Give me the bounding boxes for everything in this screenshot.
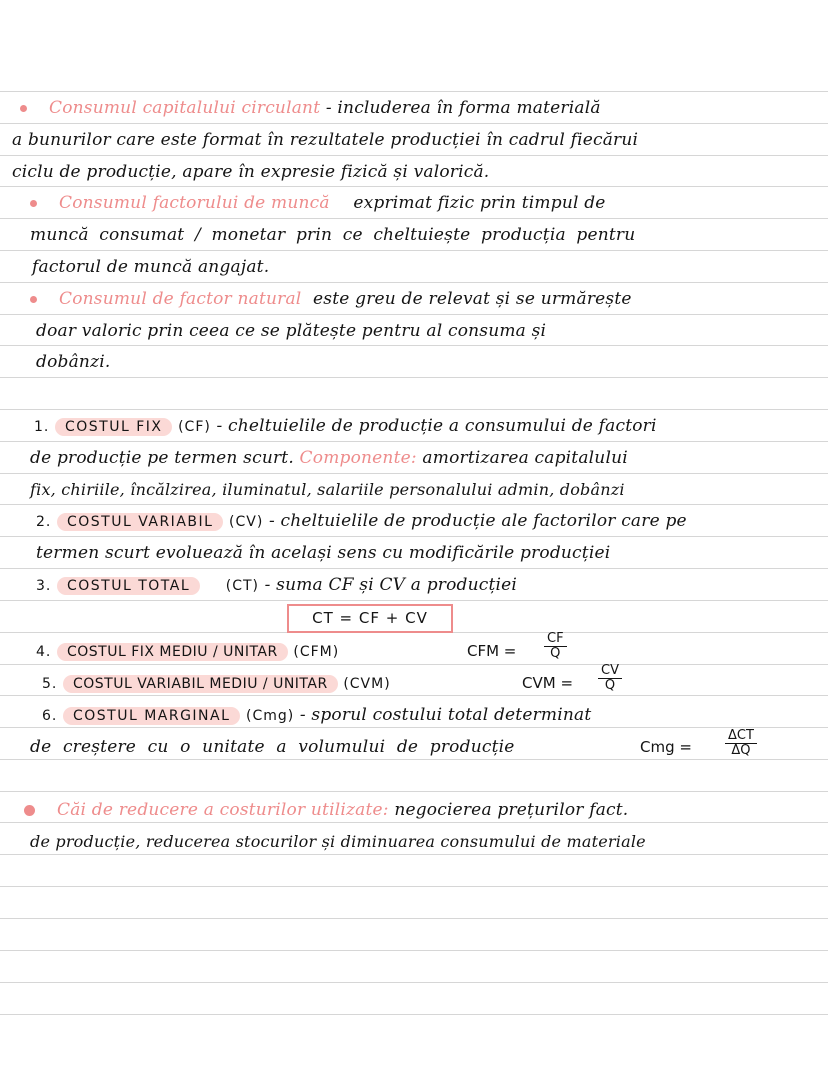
cost-item-cvm <box>42 668 828 698</box>
heading-labor-factor: Consumul factorului de muncă <box>59 193 330 213</box>
abbreviation: (CVM) <box>343 676 391 692</box>
denominator: Q <box>604 678 616 693</box>
item-number: 2. <box>36 514 52 530</box>
bullet-icon <box>24 805 35 816</box>
rule-line <box>0 600 828 601</box>
rule-line <box>0 409 828 410</box>
rule-line <box>0 950 828 951</box>
note-line: doar valoric prin ceea ce se plătește pentru al consuma și <box>36 321 547 341</box>
note-text: este greu de relevat și se urmărește <box>313 289 632 309</box>
note-line: ciclu de producție, apare în expresie fizică și valorică. <box>12 162 490 182</box>
formula-cmg-lhs: Cmg = <box>640 738 692 756</box>
note-line <box>30 188 828 218</box>
abbreviation: (Cmg) <box>246 708 295 724</box>
note-text: - suma CF și CV a producției <box>264 575 518 595</box>
note-line <box>30 284 828 314</box>
rule-line <box>0 982 828 983</box>
cost-item-cv <box>36 506 828 536</box>
bullet-icon <box>30 200 37 207</box>
rule-line <box>0 91 828 92</box>
rule-line <box>0 473 828 474</box>
note-text: - includerea în forma materială <box>325 98 601 118</box>
rule-line <box>0 886 828 887</box>
note-line: termen scurt evoluează în același sens cu modificările producției <box>36 543 611 563</box>
note-text: amortizarea capitalului <box>422 448 628 468</box>
note-line <box>24 795 828 825</box>
note-line: muncă consumat / monetar prin ce cheltuiește producția pentru <box>30 225 636 245</box>
item-number: 3. <box>36 578 52 594</box>
note-text: - cheltuielile de producție a consumului de factori <box>216 416 657 436</box>
item-number: 5. <box>42 676 58 692</box>
rule-line <box>0 791 828 792</box>
formula-cmg-fraction <box>725 729 757 758</box>
rule-line <box>0 918 828 919</box>
bullet-icon <box>30 296 37 303</box>
rule-line <box>0 282 828 283</box>
cost-item-cmg <box>42 700 828 730</box>
rule-line <box>0 218 828 219</box>
heading-cost-reduction: Căi de reducere a costurilor utilizate: <box>57 800 389 820</box>
cost-item-cf <box>34 411 828 441</box>
formula-cvm-fraction <box>598 664 622 693</box>
components-label: Componente: <box>299 448 417 468</box>
bullet-icon <box>20 105 27 112</box>
note-text: exprimat fizic prin timpul de <box>353 193 606 213</box>
numerator: CF <box>544 632 567 647</box>
heading-fixed-cost: COSTUL FIX <box>55 418 173 436</box>
rule-line <box>0 123 828 124</box>
abbreviation: (CV) <box>229 514 264 530</box>
note-text: negocierea prețurilor fact. <box>394 800 629 820</box>
item-number: 6. <box>42 708 58 724</box>
formula-cvm-lhs: CVM = <box>522 674 574 692</box>
rule-line <box>0 377 828 378</box>
rule-line <box>0 441 828 442</box>
formula-total-cost: CT = CF + CV <box>287 604 453 633</box>
item-number: 4. <box>36 644 52 660</box>
note-text: - cheltuielile de producție ale factorilor care pe <box>268 511 687 531</box>
note-line <box>20 93 828 123</box>
rule-line <box>0 250 828 251</box>
note-line: dobânzi. <box>36 352 111 372</box>
note-line: fix, chiriile, încălzirea, iluminatul, salariile personalului admin, dobânzi <box>30 480 625 499</box>
numerator: ΔCT <box>725 729 757 744</box>
note-text: - sporul costului total determinat <box>299 705 592 725</box>
heading-variable-cost: COSTUL VARIABIL <box>57 513 223 531</box>
heading-total-cost: COSTUL TOTAL <box>57 577 200 595</box>
denominator: Q <box>550 646 561 661</box>
note-line: de creștere cu o unitate a volumului de producție <box>30 737 515 757</box>
formula-cfm-fraction <box>544 632 567 661</box>
rule-line <box>0 568 828 569</box>
heading-avg-fixed-cost: COSTUL FIX MEDIU / UNITAR <box>57 643 288 661</box>
rule-line <box>0 155 828 156</box>
rule-line <box>0 1014 828 1015</box>
formula-cfm-lhs: CFM = <box>467 642 517 660</box>
heading-circulating-capital: Consumul capitalului circulant <box>49 98 321 118</box>
cost-item-cfm <box>36 636 828 666</box>
note-line <box>30 443 828 473</box>
abbreviation: (CF) <box>178 419 211 435</box>
note-line: de producție, reducerea stocurilor și diminuarea consumului de materiale <box>30 832 646 851</box>
item-number: 1. <box>34 419 50 435</box>
numerator: CV <box>598 664 622 679</box>
note-line: factorul de muncă angajat. <box>32 257 270 277</box>
heading-marginal-cost: COSTUL MARGINAL <box>63 707 240 725</box>
abbreviation: (CFM) <box>293 644 340 660</box>
note-line: a bunurilor care este format în rezultatele producției în cadrul fiecărui <box>12 130 639 150</box>
heading-avg-variable-cost: COSTUL VARIABIL MEDIU / UNITAR <box>63 675 338 693</box>
heading-natural-factor: Consumul de factor natural <box>59 289 302 309</box>
abbreviation: (CT) <box>225 578 259 594</box>
denominator: ΔQ <box>731 743 751 758</box>
cost-item-ct <box>36 570 828 600</box>
note-text: de producție pe termen scurt. <box>30 448 294 468</box>
rule-line <box>0 314 828 315</box>
rule-line <box>0 536 828 537</box>
